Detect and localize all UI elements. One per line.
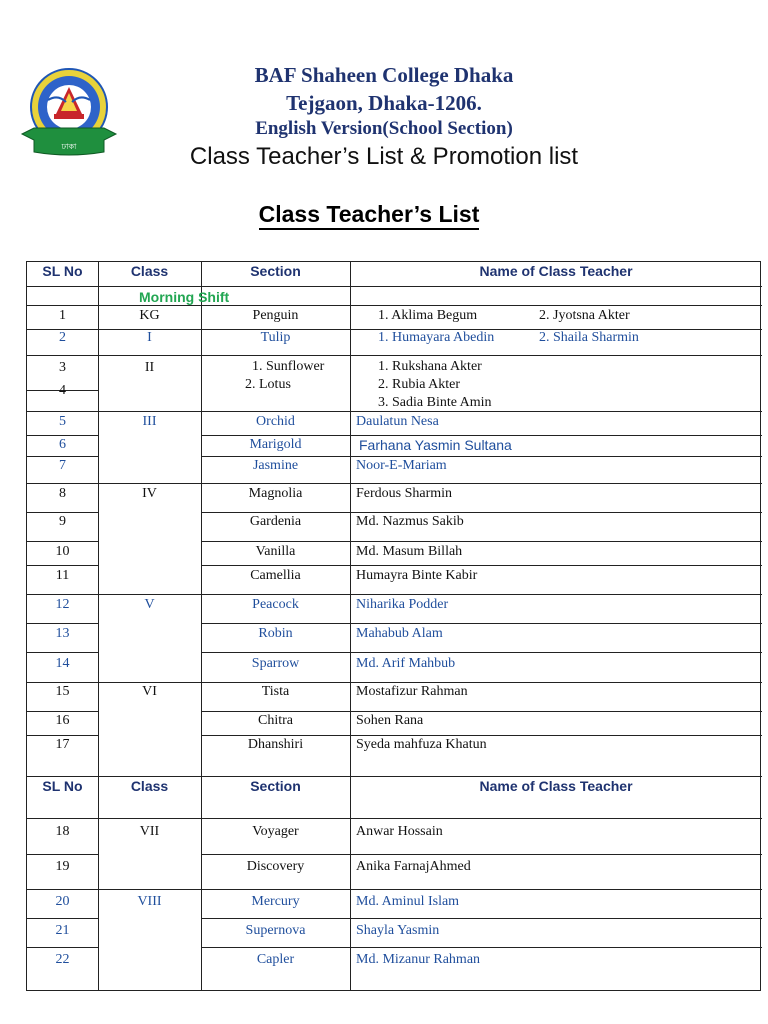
table-row-sl: 3 <box>59 360 66 375</box>
row-divider <box>201 565 762 566</box>
row-divider <box>27 286 762 287</box>
header-sl-no: SL No <box>42 263 83 279</box>
table-row-section: Chitra <box>258 713 293 728</box>
row-divider <box>27 652 98 653</box>
header-class: Class <box>130 263 169 279</box>
college-name: BAF Shaheen College Dhaka <box>254 63 514 87</box>
table-row-class: VIII <box>137 894 162 909</box>
table-row-teacher: Noor-E-Mariam <box>356 458 447 473</box>
table-row-teacher: Farhana Yasmin Sultana <box>359 437 512 453</box>
table-row-section: Tulip <box>260 330 291 345</box>
table-row-teacher: Anika FarnajAhmed <box>356 859 471 874</box>
table-row-class: VI <box>142 684 157 699</box>
table-row-class: KG <box>139 308 160 323</box>
table-row-section: Robin <box>258 626 293 641</box>
row-divider <box>27 818 762 819</box>
row-divider <box>201 541 762 542</box>
table-row-section: Peacock <box>252 597 299 612</box>
row-divider <box>201 456 762 457</box>
row-divider <box>201 947 762 948</box>
row-divider <box>201 652 762 653</box>
table-row-class: V <box>144 597 155 612</box>
class-teacher-table <box>26 261 761 991</box>
table-row-sl: 15 <box>55 684 70 699</box>
page-title-text: Class Teacher’s List <box>259 201 480 230</box>
row-divider <box>201 435 762 436</box>
table-row-teacher: 2. Rubia Akter <box>378 377 461 392</box>
table-row-section: Camellia <box>250 568 301 583</box>
table-row-sl: 22 <box>55 952 70 967</box>
table-row-teacher: 2. Jyotsna Akter <box>539 308 630 323</box>
table-row-section: Dhanshiri <box>247 737 304 752</box>
table-row-sl: 12 <box>55 597 70 612</box>
table-row-section: Mercury <box>251 894 300 909</box>
table-row-section: 1. Sunflower <box>252 359 325 374</box>
table-row-teacher: Md. Aminul Islam <box>356 894 460 909</box>
row-divider <box>27 483 762 484</box>
table-row-class: II <box>144 360 155 375</box>
table-row-teacher: Ferdous Sharmin <box>356 486 453 501</box>
row-divider <box>201 512 762 513</box>
table-row-sl: 8 <box>59 486 66 501</box>
table-row-sl: 13 <box>55 626 70 641</box>
col-divider <box>350 262 351 990</box>
table-row-sl: 10 <box>55 544 70 559</box>
header-section: Section <box>250 778 301 794</box>
shift-label: Morning Shift <box>139 289 230 305</box>
table-row-teacher: Sohen Rana <box>356 713 424 728</box>
row-divider <box>27 305 762 306</box>
table-row-class: VII <box>139 824 160 839</box>
row-divider <box>27 565 98 566</box>
table-row-sl: 2 <box>59 330 66 345</box>
table-row-sl: 9 <box>59 514 66 529</box>
row-divider <box>27 456 98 457</box>
row-divider <box>27 623 98 624</box>
table-row-sl: 17 <box>55 737 70 752</box>
row-divider <box>27 889 762 890</box>
table-row-section: Supernova <box>245 923 306 938</box>
row-divider <box>27 918 98 919</box>
row-divider <box>27 776 762 777</box>
table-row-sl: 1 <box>59 308 66 323</box>
page-title <box>0 201 738 228</box>
row-divider <box>27 947 98 948</box>
table-row-section: Marigold <box>249 437 302 452</box>
row-divider <box>201 711 762 712</box>
table-row-section: Gardenia <box>249 514 302 529</box>
crest-banner-text: ঢাকা <box>61 142 77 151</box>
table-row-teacher: Mahabub Alam <box>356 626 443 641</box>
header-class: Class <box>130 778 169 794</box>
table-row-teacher: 1. Humayara Abedin <box>378 330 495 345</box>
table-row-teacher: Syeda mahfuza Khatun <box>356 737 487 752</box>
row-divider <box>27 594 762 595</box>
table-row-teacher: Md. Arif Mahbub <box>356 656 456 671</box>
document-subtitle: Class Teacher’s List & Promotion list <box>189 143 579 170</box>
row-divider <box>201 735 762 736</box>
header-teacher: Name of Class Teacher <box>479 778 633 794</box>
table-row-sl: 7 <box>59 458 66 473</box>
table-row-sl: 14 <box>55 656 70 671</box>
table-row-class: I <box>147 330 152 345</box>
table-row-section: Jasmine <box>252 458 299 473</box>
table-row-section: Sparrow <box>251 656 300 671</box>
table-row-section: Capler <box>256 952 295 967</box>
table-row-sl: 6 <box>59 437 66 452</box>
row-divider <box>27 735 98 736</box>
row-divider <box>27 541 98 542</box>
header-teacher: Name of Class Teacher <box>479 263 633 279</box>
table-row-section: Penguin <box>252 308 299 323</box>
table-row-teacher: Md. Masum Billah <box>356 544 463 559</box>
table-row-teacher: Daulatun Nesa <box>356 414 439 429</box>
table-row-sl: 21 <box>55 923 70 938</box>
table-row-sl: 16 <box>55 713 70 728</box>
table-row-teacher: 3. Sadia Binte Amin <box>378 395 492 410</box>
table-row-sl: 5 <box>59 414 66 429</box>
table-row-teacher: Anwar Hossain <box>356 824 443 839</box>
table-row-section: Orchid <box>256 414 295 429</box>
table-row-sl: 4 <box>59 383 66 398</box>
row-divider <box>201 854 762 855</box>
college-address: Tejgaon, Dhaka-1206. <box>286 91 482 115</box>
row-divider <box>201 918 762 919</box>
section-version: English Version(School Section) <box>255 118 513 139</box>
table-row-teacher: Md. Mizanur Rahman <box>356 952 481 967</box>
table-row-sl: 20 <box>55 894 70 909</box>
table-row-section: Voyager <box>252 824 299 839</box>
row-divider <box>201 623 762 624</box>
row-divider <box>27 512 98 513</box>
table-row-teacher: 2. Shaila Sharmin <box>539 330 639 345</box>
header-sl-no: SL No <box>42 778 83 794</box>
row-divider <box>27 411 762 412</box>
table-row-teacher: Shayla Yasmin <box>356 923 440 938</box>
table-row-section: Vanilla <box>255 544 296 559</box>
header-section: Section <box>250 263 301 279</box>
table-row-section: Magnolia <box>248 486 303 501</box>
table-row-teacher: Md. Nazmus Sakib <box>356 514 464 529</box>
table-row-section: Discovery <box>246 859 305 874</box>
table-row-teacher: 1. Aklima Begum <box>378 308 478 323</box>
row-divider <box>27 355 762 356</box>
table-row-sl: 11 <box>55 568 70 583</box>
table-row-section: Tista <box>261 684 290 699</box>
row-divider <box>27 854 98 855</box>
row-divider <box>27 435 98 436</box>
row-divider <box>27 711 98 712</box>
table-row-teacher: Humayra Binte Kabir <box>356 568 478 583</box>
table-row-sl: 19 <box>55 859 70 874</box>
table-row-teacher: 1. Rukshana Akter <box>378 359 482 374</box>
table-row-class: IV <box>142 486 157 501</box>
row-divider <box>27 682 762 683</box>
table-row-teacher: Niharika Podder <box>356 597 449 612</box>
table-row-section: 2. Lotus <box>245 377 291 392</box>
table-row-class: III <box>142 414 157 429</box>
table-row-teacher: Mostafizur Rahman <box>356 684 468 699</box>
table-row-sl: 18 <box>55 824 70 839</box>
